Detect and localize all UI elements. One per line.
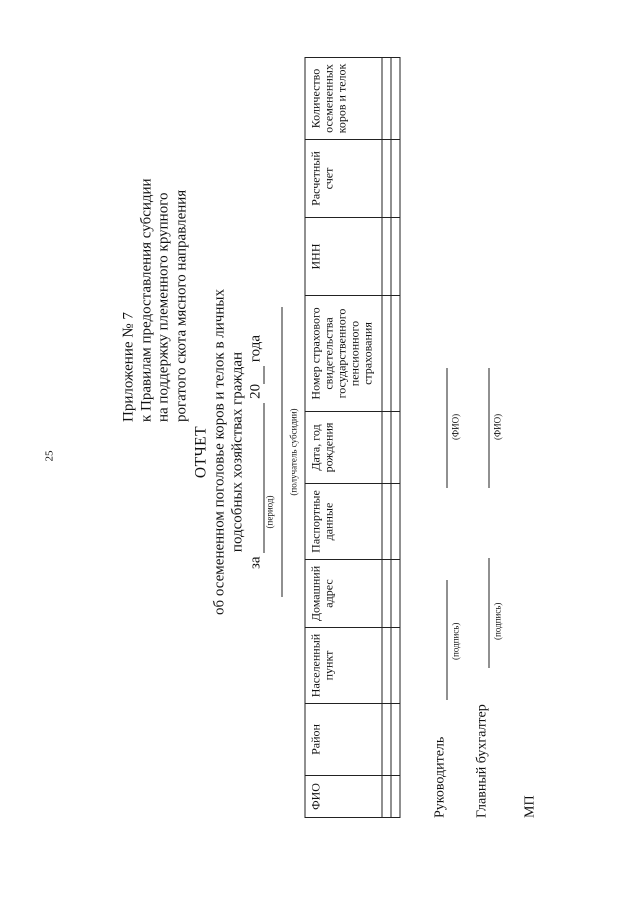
header-insurance-number: Номер страхового свидетельства государственного пенсионного страхования <box>305 296 382 412</box>
table-cell[interactable] <box>382 140 391 218</box>
table-cell[interactable] <box>382 628 391 704</box>
header-settlement: Населенный пункт <box>305 628 382 704</box>
report-title: ОТЧЕТ <box>192 425 210 479</box>
recipient-field[interactable] <box>282 307 283 597</box>
table-cell[interactable] <box>382 218 391 296</box>
header-passport: Паспортные данные <box>305 484 382 560</box>
table-cell[interactable] <box>391 628 400 704</box>
table-cell[interactable] <box>391 560 400 628</box>
header-address: Домашний адрес <box>305 560 382 628</box>
appendix-line: на поддержку племенного крупного <box>155 192 172 422</box>
header-account: Расчетный счет <box>305 140 382 218</box>
accountant-name-field[interactable] <box>489 368 490 488</box>
period-line <box>247 52 276 852</box>
head-name-field[interactable] <box>447 368 448 488</box>
table-cell[interactable] <box>391 484 400 560</box>
accountant-signature-field[interactable] <box>489 558 490 668</box>
report-subtitle-line: подсобных хозяйствах граждан <box>229 351 246 553</box>
table-row <box>382 58 391 818</box>
signature-caption: (подпись) <box>492 602 503 640</box>
report-document <box>93 52 548 852</box>
table-row <box>391 58 400 818</box>
appendix-line: рогатого скота мясного направления <box>173 189 189 422</box>
table-cell[interactable] <box>382 58 391 140</box>
table-header-row <box>305 58 382 818</box>
table-cell[interactable] <box>382 484 391 560</box>
appendix-line: к Правилам предоставления субсидии <box>138 178 154 422</box>
table-cell[interactable] <box>382 296 391 412</box>
table-cell[interactable] <box>382 560 391 628</box>
report-subtitle-line: об осемененном поголовье коров и телок в личных <box>211 289 228 615</box>
period-suffix: года <box>247 335 264 363</box>
report-title-block <box>193 52 303 852</box>
table-cell[interactable] <box>391 218 400 296</box>
appendix-line: Приложение № 7 <box>120 312 137 422</box>
report-table <box>305 57 401 818</box>
period-caption: (период) <box>264 495 275 529</box>
header-district: Район <box>305 704 382 776</box>
year-prefix: 20 <box>247 383 264 399</box>
table-cell[interactable] <box>391 412 400 484</box>
header-fio: ФИО <box>305 776 382 818</box>
name-caption: (ФИО) <box>492 413 503 440</box>
table-cell[interactable] <box>382 412 391 484</box>
table-cell[interactable] <box>391 776 400 818</box>
header-inn: ИНН <box>305 218 382 296</box>
table-cell[interactable] <box>391 140 400 218</box>
stamp-label: МП <box>522 795 538 818</box>
signature-caption: (подпись) <box>450 622 461 660</box>
table-cell[interactable] <box>391 58 400 140</box>
table-cell[interactable] <box>391 296 400 412</box>
table-cell[interactable] <box>382 704 391 776</box>
name-caption: (ФИО) <box>450 413 461 440</box>
table-cell[interactable] <box>391 704 400 776</box>
head-label: Руководитель <box>432 736 448 818</box>
header-birth-date: Дата, год рождения <box>305 412 382 484</box>
accountant-label: Главный бухгалтер <box>474 704 490 818</box>
table-cell[interactable] <box>382 776 391 818</box>
recipient-caption: (получатель субсидии) <box>288 408 299 496</box>
appendix-header <box>121 112 191 422</box>
header-cow-count: Количество осемененных коров и телок <box>305 58 382 140</box>
period-prefix: за <box>247 556 264 569</box>
page-number: 25 <box>43 450 56 462</box>
head-signature-field[interactable] <box>447 580 448 700</box>
